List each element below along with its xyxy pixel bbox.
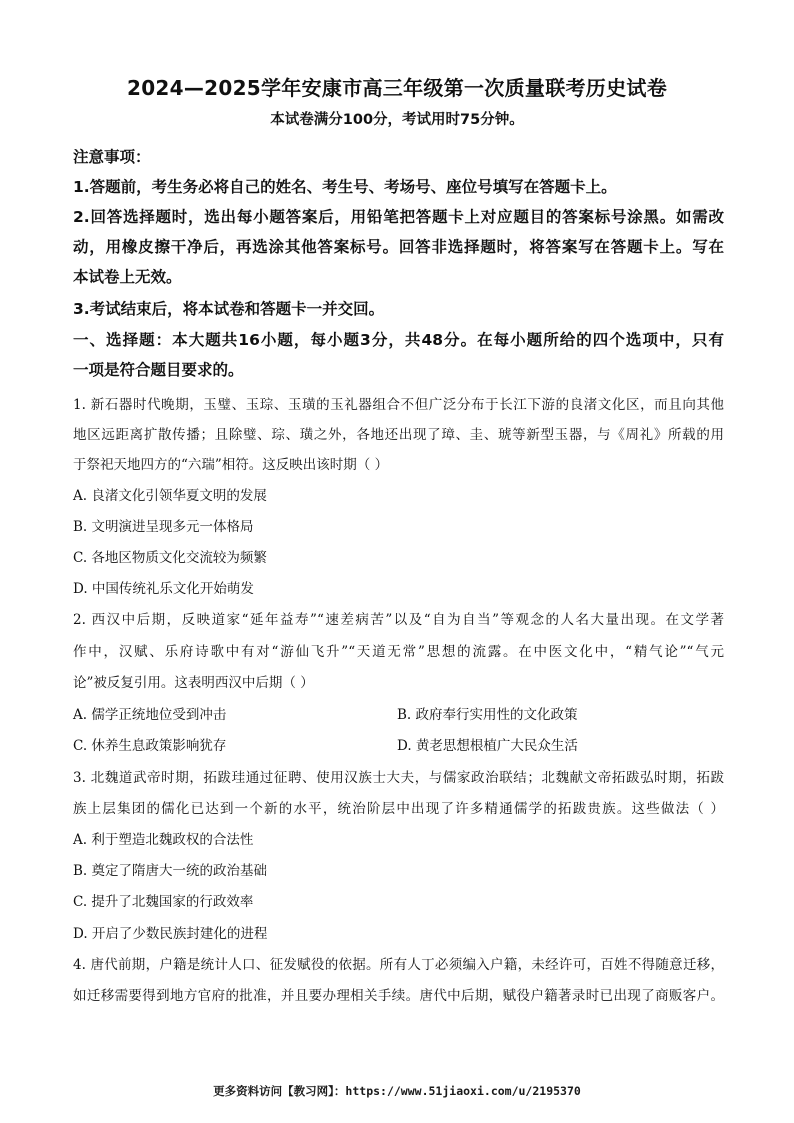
question-2-option-c: C. 休养生息政策影响犹存 [73, 738, 227, 754]
question-1-option-d: D. 中国传统礼乐文化开始萌发 [73, 581, 254, 597]
question-2-line-3: 论”被反复引用。这表明西汉中后期（ ） [73, 675, 314, 691]
footer-text[interactable]: 更多资料访问【教习网】：https://www.51jiaoxi.com/u/2195370 [213, 1084, 581, 1098]
notice-item-2-line-1: 2.回答选择题时，选出每小题答案后，用铅笔把答题卡上对应题目的答案标号涂黑。如需改 [73, 208, 724, 226]
notice-heading: 注意事项： [73, 148, 151, 166]
exam-title: 2024—2025学年安康市高三年级第一次质量联考历史试卷 [126, 76, 668, 100]
section-heading-line-1: 一、选择题：本大题共16小题，每小题3分，共48分。在每小题所给的四个选项中，只有 [73, 331, 724, 349]
question-3-option-c: C. 提升了北魏国家的行政效率 [73, 894, 254, 910]
question-1-line-1: 1. 新石器时代晚期，玉璧、玉琮、玉璜的玉礼器组合不但广泛分布于长江下游的良渚文化区，而且向其他 [73, 397, 724, 413]
question-2-line-2: 作中，汉赋、乐府诗歌中有对“游仙飞升”“天道无常”思想的流露。在中医文化中，“精气论”“气元 [73, 644, 724, 660]
question-3-option-b: B. 奠定了隋唐大一统的政治基础 [73, 863, 268, 879]
question-1-option-c: C. 各地区物质文化交流较为频繁 [73, 550, 267, 566]
question-4-line-1: 4. 唐代前期，户籍是统计人口、征发赋役的依据。所有人丁必须编入户籍，未经许可，百姓不得随意迁移， [73, 957, 724, 973]
footer-link[interactable] [0, 1083, 794, 1099]
question-1-line-3: 于祭祀天地四方的“六瑞”相符。这反映出该时期（ ） [73, 457, 389, 473]
notice-item-2-line-2: 动，用橡皮擦干净后，再选涂其他答案标号。回答非选择题时，将答案写在答题卡上。写在 [73, 238, 724, 256]
question-2-option-b: B. 政府奉行实用性的文化政策 [397, 707, 578, 723]
section-heading-line-2: 一项是符合题目要求的。 [73, 361, 244, 379]
question-3-option-d: D. 开启了少数民族封建化的进程 [73, 926, 268, 942]
question-2-option-d: D. 黄老思想根植广大民众生活 [397, 738, 578, 754]
question-3-line-2: 族上层集团的儒化已达到一个新的水平，统治阶层中出现了许多精通儒学的拓跋贵族。这些做法（ ） [73, 801, 724, 817]
question-1-option-b: B. 文明演进呈现多元一体格局 [73, 519, 254, 535]
question-3-option-a: A. 利于塑造北魏政权的合法性 [73, 832, 254, 848]
question-4-line-2: 如迁移需要得到地方官府的批准，并且要办理相关手续。唐代中后期，赋役户籍著录时已出现了商贩客户。 [73, 988, 724, 1004]
question-3-line-1: 3. 北魏道武帝时期，拓跋珪通过征聘、使用汉族士大夫，与儒家政治联结；北魏献文帝拓跋弘时期，拓跋 [73, 770, 724, 786]
notice-item-2-line-3: 本试卷上无效。 [73, 268, 182, 286]
notice-item-3: 3.考试结束后，将本试卷和答题卡一并交回。 [73, 300, 385, 318]
question-2-option-a: A. 儒学正统地位受到冲击 [73, 707, 227, 723]
question-1-option-a: A. 良渚文化引领华夏文明的发展 [73, 488, 267, 504]
question-1-line-2: 地区远距离扩散传播；且除璧、琮、璜之外，各地还出现了璋、圭、琥等新型玉器，与《周礼》所载的用 [73, 427, 724, 443]
exam-subtitle: 本试卷满分100分，考试用时75分钟。 [270, 112, 524, 128]
notice-item-1: 1.答题前，考生务必将自己的姓名、考生号、考场号、座位号填写在答题卡上。 [73, 178, 617, 196]
question-2-line-1: 2. 西汉中后期，反映道家“延年益寿”“速差病苦”以及“自为自当”等观念的人名大量出现。在文学著 [73, 612, 724, 628]
